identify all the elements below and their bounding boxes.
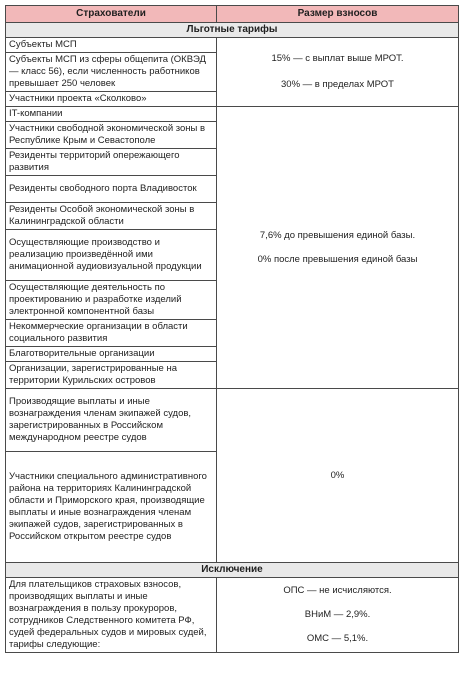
- section-preferential-rates: Льготные тарифы: [6, 23, 459, 38]
- rate-cell-exception: [217, 578, 459, 653]
- rate-text: 7,6% до превышения единой базы.: [259, 229, 416, 241]
- insurer-cell: Некоммерческие организации в области социального развития: [6, 320, 217, 347]
- table-row: [6, 578, 459, 653]
- rate-text: 30% — в пределах МРОТ: [281, 79, 394, 90]
- insurer-cell: Резиденты территорий опережающего развития: [6, 149, 217, 176]
- insurer-cell: Осуществляющие деятельность по проектированию и разработке изделий электронной компонентной базы: [6, 281, 217, 320]
- table-header-row: [6, 6, 459, 23]
- rate-cell-group1: [217, 38, 459, 107]
- header-insurers: Страхователи: [6, 6, 217, 23]
- insurer-cell: Участники проекта «Сколково»: [6, 92, 217, 107]
- section-row: [6, 563, 459, 578]
- insurer-cell: Благотворительные организации: [6, 347, 217, 362]
- rate-text: 0%: [330, 469, 345, 481]
- insurer-cell: Для плательщиков страховых взносов, производящих выплаты и иные вознаграждения в пользу прокуроров, сотрудников Следственного комитета РФ, судей федеральных судов и мировых судей, тарифы следующие:: [6, 578, 217, 653]
- rate-cell-group3: [217, 389, 459, 563]
- section-exception: Исключение: [6, 563, 459, 578]
- table-row: [6, 389, 459, 452]
- rate-text: ОМС — 5,1%.: [306, 633, 369, 644]
- insurer-cell: Участники специального административного района на территориях Калининградской области и Приморского края, производящие выплаты и иные вознаграждения членам экипажей судов, зарегистрированных в Российском открытом реестре судов: [6, 452, 217, 563]
- insurer-cell: IT-компании: [6, 107, 217, 122]
- insurer-cell: Резиденты свободного порта Владивосток: [6, 176, 217, 203]
- section-row: [6, 23, 459, 38]
- table-row: [6, 38, 459, 53]
- header-contribution-size: Размер взносов: [217, 6, 459, 23]
- rate-text: 0% после превышения единой базы: [257, 253, 418, 265]
- table-row: [6, 107, 459, 122]
- insurer-cell: Субъекты МСП: [6, 38, 217, 53]
- insurer-cell: Производящие выплаты и иные вознаграждения членам экипажей судов, зарегистрированных в Российском международном реестре судов: [6, 389, 217, 452]
- insurer-cell: Осуществляющие производство и реализацию произведённой ими анимационной аудиовизуальной продукции: [6, 230, 217, 281]
- rate-text: 15% — с выплат выше МРОТ.: [271, 53, 404, 64]
- insurer-cell: Организации, зарегистрированные на территории Курильских островов: [6, 362, 217, 389]
- insurer-cell: Резиденты Особой экономической зоны в Калининградской области: [6, 203, 217, 230]
- insurer-cell: Участники свободной экономической зоны в Республике Крым и Севастополе: [6, 122, 217, 149]
- contributions-table: [5, 5, 459, 653]
- rate-text: ВНиМ — 2,9%.: [304, 609, 371, 620]
- insurer-cell: Субъекты МСП из сферы общепита (ОКВЭД — класс 56), если численность работников превышает 250 человек: [6, 53, 217, 92]
- rate-text: ОПС — не исчисляются.: [283, 585, 392, 596]
- rate-cell-group2: [217, 107, 459, 389]
